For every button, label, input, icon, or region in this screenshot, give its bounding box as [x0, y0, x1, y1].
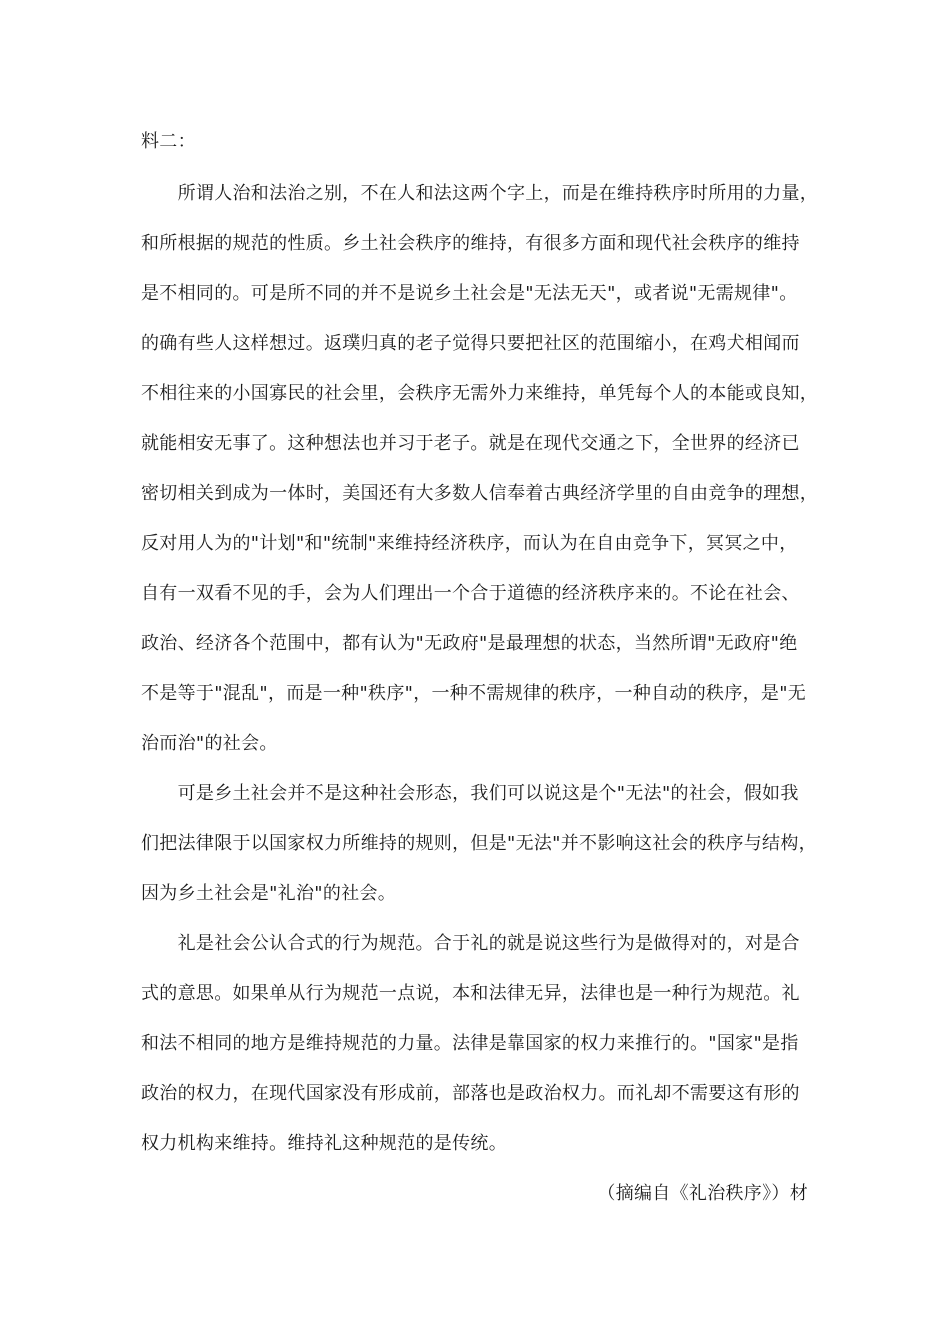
text-line: 不是等于"混乱"，而是一种"秩序"，一种不需规律的秩序，一种自动的秩序，是"无 [141, 683, 807, 704]
section-heading: 料二： [141, 131, 196, 152]
text-line: 是不相同的。可是所不同的并不是说乡土社会是"无法无天"，或者说"无需规律"。 [141, 283, 798, 304]
text-line: 式的意思。如果单从行为规范一点说，本和法律无异，法律也是一种行为规范。礼 [141, 983, 800, 1004]
text-line: 和所根据的规范的性质。乡土社会秩序的维持，有很多方面和现代社会秩序的维持 [141, 233, 800, 254]
text-line: 密切相关到成为一体时，美国还有大多数人信奉着古典经济学里的自由竞争的理想， [141, 483, 819, 504]
text-line: 政治的权力，在现代国家没有形成前，部落也是政治权力。而礼却不需要这有形的 [141, 1083, 800, 1104]
text-line: 所谓人治和法治之别，不在人和法这两个字上，而是在维持秩序时所用的力量， [141, 183, 819, 204]
text-line: 反对用人为的"计划"和"统制"来维持经济秩序，而认为在自由竞争下，冥冥之中， [141, 533, 798, 554]
text-line: 不相往来的小国寡民的社会里，会秩序无需外力来维持，单凭每个人的本能或良知， [141, 383, 819, 404]
text-line: 们把法律限于以国家权力所维持的规则，但是"无法"并不影响这社会的秩序与结构， [141, 833, 817, 854]
text-line: 就能相安无事了。这种想法也并习于老子。就是在现代交通之下，全世界的经济已 [141, 433, 800, 454]
text-line: 因为乡土社会是"礼治"的社会。 [141, 883, 397, 904]
text-line: 的确有些人这样想过。返璞归真的老子觉得只要把社区的范围缩小，在鸡犬相闻而 [141, 333, 800, 354]
text-line: 可是乡土社会并不是这种社会形态，我们可以说这是个"无法"的社会，假如我 [141, 783, 799, 804]
text-line: 自有一双看不见的手，会为人们理出一个合于道德的经济秩序来的。不论在社会、 [141, 583, 800, 604]
text-line: 治而治"的社会。 [141, 733, 278, 754]
text-line: 礼是社会公认合式的行为规范。合于礼的就是说这些行为是做得对的，对是合 [141, 933, 800, 954]
source-citation: （摘编自《礼治秩序》）材 [597, 1183, 808, 1204]
text-line: 政治、经济各个范围中，都有认为"无政府"是最理想的状态，当然所谓"无政府"绝 [141, 633, 798, 654]
text-line: 权力机构来维持。维持礼这种规范的是传统。 [141, 1133, 507, 1154]
text-line: 和法不相同的地方是维持规范的力量。法律是靠国家的权力来推行的。"国家"是指 [141, 1033, 799, 1054]
